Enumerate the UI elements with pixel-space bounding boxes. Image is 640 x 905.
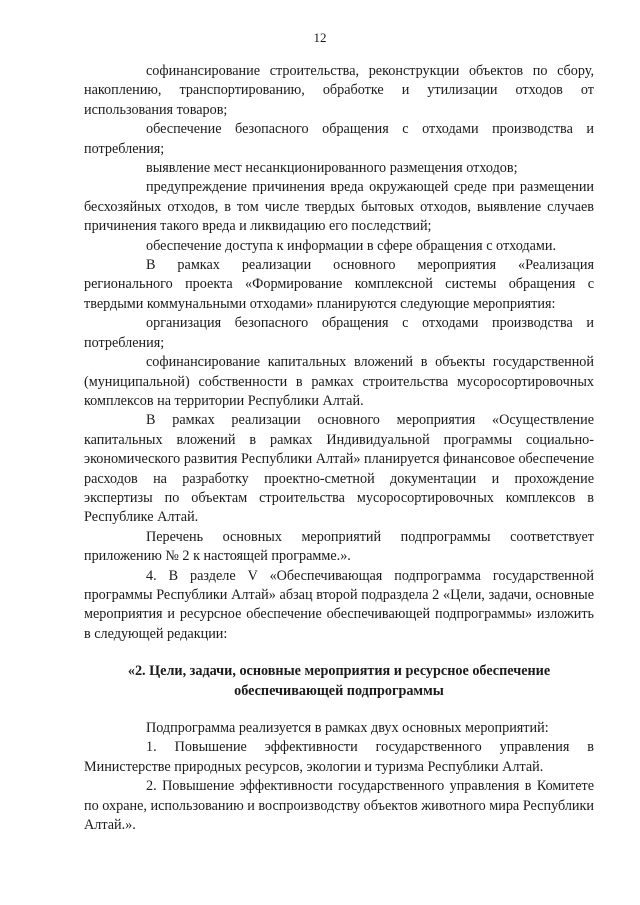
paragraph: Подпрограмма реализуется в рамках двух основных мероприятий: xyxy=(146,720,549,736)
paragraph: софинансирование строительства, реконструкции объектов по сбору, накоплению, транспортированию, обработке и утилизации отходов от использования товаров; xyxy=(84,63,594,118)
paragraph: обеспечение безопасного обращения с отходами производства и потребления; xyxy=(84,121,594,157)
paragraph: 1. Повышение эффективности государственного управления в Министерстве природных ресурсов, экологии и туризма Республики Алтай. xyxy=(84,739,594,775)
paragraph: 2. Повышение эффективности государственного управления в Комитете по охране, использованию и воспроизводству объектов животного мира Республики Алтай.». xyxy=(84,778,594,834)
paragraph: 4. В разделе V «Обеспечивающая подпрограмма государственной программы Республики Алтай» абзац второй подраздела 2 «Цели, задачи, основные мероприятия и ресурсное обеспечение обеспечивающей подпрограммы» изложить в следующей редакции: xyxy=(84,567,594,642)
paragraph: предупреждение причинения вреда окружающей среде при размещении бесхозяйных отходов, в том числе твердых бытовых отходов, выявление случаев причинения такого вреда и ликвидацию его последствий; xyxy=(84,179,594,235)
document-body xyxy=(84,62,594,835)
paragraph: В рамках реализации основного мероприятия «Реализация регионального проекта «Формирование комплексной системы обращения с твердыми коммунальными отходами» планируются следующие мероприятия: xyxy=(84,257,594,312)
paragraph: Перечень основных мероприятий подпрограммы соответствует приложению № 2 к настоящей программе.». xyxy=(84,528,594,565)
paragraph: В рамках реализации основного мероприятия «Осуществление капитальных вложений в рамках Индивидуальной программы социально-экономического развития Республики Алтай» планируется финансовое обеспечение расходов на разработку проектно-сметной документации и прохождение экспертизы по объектам строительства мусоросортировочных комплексов в Республике Алтай. xyxy=(84,412,594,526)
page-number: 12 xyxy=(313,30,327,45)
section-heading xyxy=(84,662,594,701)
paragraph: выявление мест несанкционированного размещения отходов; xyxy=(146,160,518,177)
paragraph: обеспечение доступа к информации в сфере обращения с отходами. xyxy=(146,237,557,254)
section-heading-line: обеспечивающей подпрограммы xyxy=(234,682,444,699)
paragraph: организация безопасного обращения с отходами производства и потребления; xyxy=(84,315,594,351)
paragraph: софинансирование капитальных вложений в объекты государственной (муниципальной) собственности в рамках строительства мусоросортировочных комплексов на территории Республики Алтай. xyxy=(84,354,594,409)
section-heading-line: «2. Цели, задачи, основные мероприятия и ресурсное обеспечение xyxy=(127,663,551,680)
